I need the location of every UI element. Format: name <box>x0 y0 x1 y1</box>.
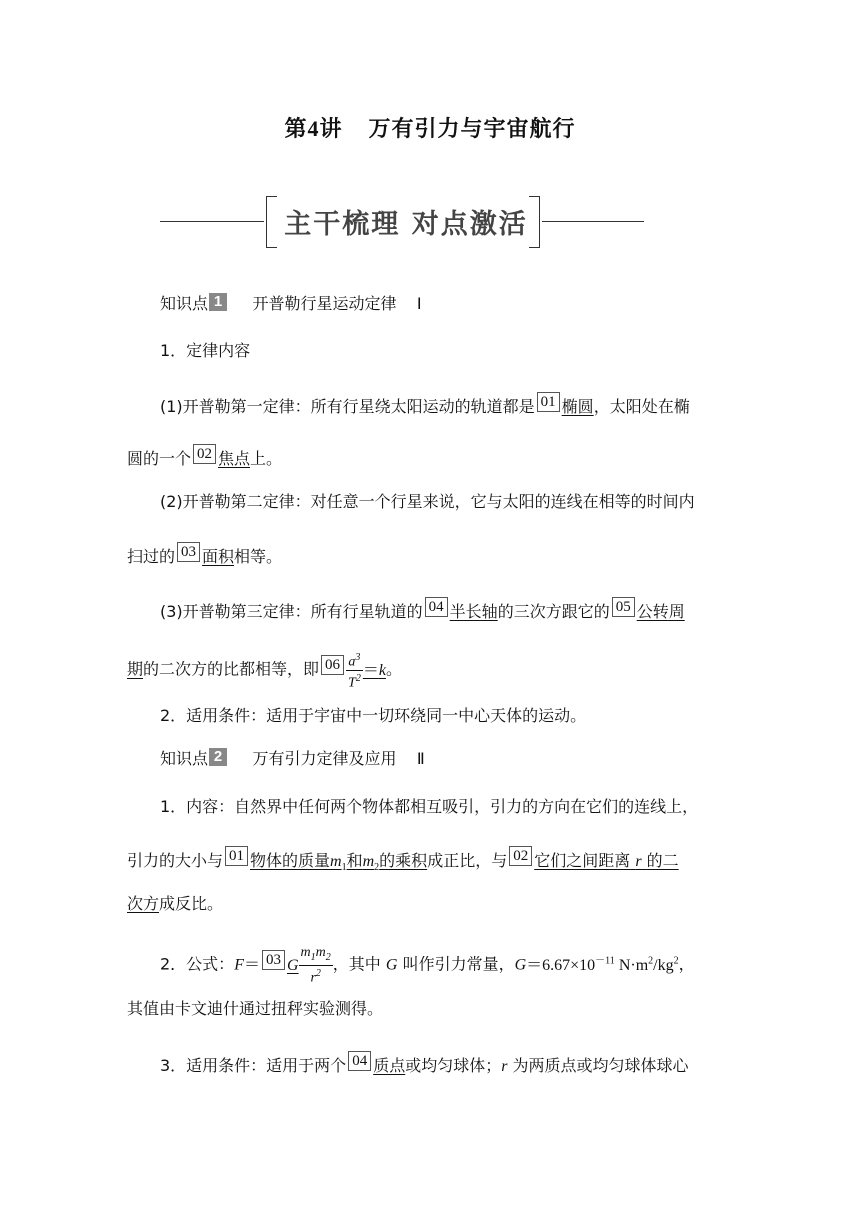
knowledge-point-1-heading: 知识点 1 开普勒行星运动定律 Ⅰ <box>160 293 422 313</box>
condition-line: 3．适用条件：适用于两个 04 质点或均匀球体；r 为两质点或均匀球体球心 <box>160 1053 689 1075</box>
fraction-a3-over-t2: $\frac{a^3}{T^2}$ <box>348 652 361 691</box>
subsection-1: 1．定律内容 <box>160 341 251 360</box>
formula-note: 其值由卡文迪什通过扭秤实验测得。 <box>127 999 384 1018</box>
answer-box: 02 <box>509 846 532 866</box>
law2-line2: 扫过的 03 面积相等。 <box>127 544 283 566</box>
answer-box: 01 <box>225 846 248 866</box>
page-title: 第4讲 万有引力与宇宙航行 <box>284 116 576 142</box>
content-line3: 次方成反比。 <box>127 894 224 913</box>
subsection-2: 2．适用条件：适用于宇宙中一切环绕同一中心天体的运动。 <box>160 706 587 725</box>
banner-line-left <box>160 221 264 222</box>
formula-line: 2．公式：F＝ 03 G $\frac{m_1m_2}{r^2}$ ，其中 G 叫作引力常量，$G=6.67\times 10^{-11}$ $N\cdot m^2/kg^2$， <box>160 945 695 986</box>
banner-bracket-right <box>529 196 540 248</box>
banner-text: 主干梳理 对点激活 <box>284 209 528 240</box>
law3-line2: 期的二次方的比都相等，即 06 $\frac{a^3}{T^2}$ ＝k。 <box>127 652 402 691</box>
answer-box: 06 <box>321 655 344 675</box>
banner-bracket-left <box>266 196 277 248</box>
law2-line1: (2)开普勒第二定律：对任意一个行星来说，它与太阳的连线在相等的时间内 <box>160 492 695 511</box>
kp-badge: 1 <box>209 293 227 311</box>
kp-badge: 2 <box>209 748 227 766</box>
knowledge-point-2-heading: 知识点 2 万有引力定律及应用 Ⅱ <box>160 748 425 768</box>
answer-box: 05 <box>612 597 635 617</box>
answer-box: 04 <box>348 1051 371 1071</box>
content-line1: 1．内容：自然界中任何两个物体都相互吸引，引力的方向在它们的连线上， <box>160 797 699 816</box>
section-banner <box>160 196 644 248</box>
answer-box: 03 <box>262 950 285 970</box>
answer-box: 04 <box>425 597 448 617</box>
answer-box: 02 <box>193 444 216 464</box>
answer-box: 03 <box>177 542 200 562</box>
law1-line1: (1)开普勒第一定律：所有行星绕太阳运动的轨道都是 01 椭圆，太阳处在椭 <box>160 394 690 416</box>
law3-line1: (3)开普勒第三定律：所有行星轨道的 04 半长轴的三次方跟它的 05 公转周 <box>160 599 685 621</box>
law1-line2: 圆的一个 02 焦点上。 <box>127 446 283 468</box>
banner-line-right <box>542 221 644 222</box>
fraction-m1m2-over-r2: $\frac{m_1m_2}{r^2}$ <box>300 945 331 986</box>
content-line2: 引力的大小与 01 物体的质量$m_1$和$m_2$的乘积成正比，与 02 它们之间距离 r 的二 <box>127 848 679 874</box>
answer-box: 01 <box>537 392 560 412</box>
